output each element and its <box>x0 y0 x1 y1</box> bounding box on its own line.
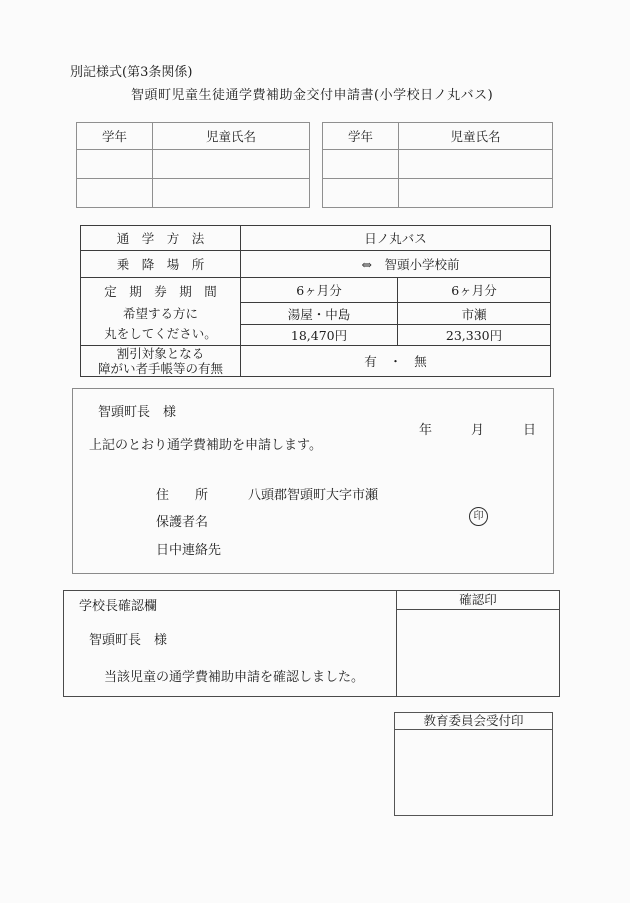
confirmation-seal-header: 確認印 <box>397 591 559 610</box>
name-header: 児童氏名 <box>153 123 310 150</box>
board-reception-box <box>394 712 553 816</box>
principal-confirmation-left <box>64 591 396 696</box>
name-cell <box>399 150 553 179</box>
student-table-right <box>322 122 553 208</box>
name-cell <box>153 179 310 208</box>
guardian-name-label: 保護者名 <box>156 515 209 530</box>
student-table-left <box>76 122 310 208</box>
boarding-place-label: 乗 降 場 所 <box>81 251 241 278</box>
boarding-place-value: ⇔ 智頭小学校前 <box>241 251 551 278</box>
seal-mark-icon: 印 <box>469 507 488 526</box>
address-label: 住 所 <box>156 488 209 503</box>
discount-value: 有 ・ 無 <box>241 346 551 377</box>
commute-method-label: 通 学 方 法 <box>81 226 241 251</box>
grade-cell <box>77 150 153 179</box>
commute-method-value: 日ノ丸バス <box>241 226 551 251</box>
stop-option-right: 市瀬 <box>398 303 551 325</box>
confirmation-seal-column <box>396 591 559 696</box>
application-box <box>72 388 554 574</box>
grade-cell <box>323 150 399 179</box>
grade-cell <box>323 179 399 208</box>
pass-period-value-right: 6ヶ月分 <box>398 278 551 303</box>
address-value: 八頭郡智頭町大字市瀬 <box>248 488 379 503</box>
principal-confirmation-box <box>63 590 560 697</box>
pass-period-value-left: 6ヶ月分 <box>241 278 398 303</box>
principal-statement: 当該児童の通学費補助申請を確認しました。 <box>104 670 365 685</box>
grade-header: 学年 <box>323 123 399 150</box>
name-cell <box>153 150 310 179</box>
grade-cell <box>77 179 153 208</box>
application-date-line: 年 月 日 <box>419 423 537 438</box>
form-title: 智頭町児童生徒通学費補助金交付申請書(小学校日ノ丸バス) <box>131 88 494 103</box>
stop-option-left: 湯屋・中島 <box>241 303 398 325</box>
discount-label <box>81 346 241 377</box>
discount-label-line1: 割引対象となる <box>116 346 205 361</box>
grade-header: 学年 <box>77 123 153 150</box>
application-statement: 上記のとおり通学費補助を申請します。 <box>89 438 322 453</box>
name-cell <box>399 179 553 208</box>
daytime-contact-label: 日中連絡先 <box>156 543 222 558</box>
commute-table <box>80 225 551 377</box>
principal-section-title: 学校長確認欄 <box>79 599 158 614</box>
price-right: 23,330円 <box>398 325 551 346</box>
form-note: 別記様式(第3条関係) <box>70 65 193 80</box>
name-header: 児童氏名 <box>399 123 553 150</box>
circle-note-line1: 希望する方に <box>122 305 198 321</box>
circle-note-line2: 丸をしてください。 <box>104 325 217 341</box>
board-reception-header: 教育委員会受付印 <box>395 713 552 730</box>
discount-label-line2: 障がい者手帳等の有無 <box>97 361 223 376</box>
application-addressee: 智頭町長 様 <box>98 405 177 420</box>
price-left: 18,470円 <box>241 325 398 346</box>
pass-period-label <box>81 278 241 346</box>
pass-period-label-line: 定 期 券 期 間 <box>104 283 217 299</box>
principal-addressee: 智頭町長 様 <box>89 633 168 648</box>
